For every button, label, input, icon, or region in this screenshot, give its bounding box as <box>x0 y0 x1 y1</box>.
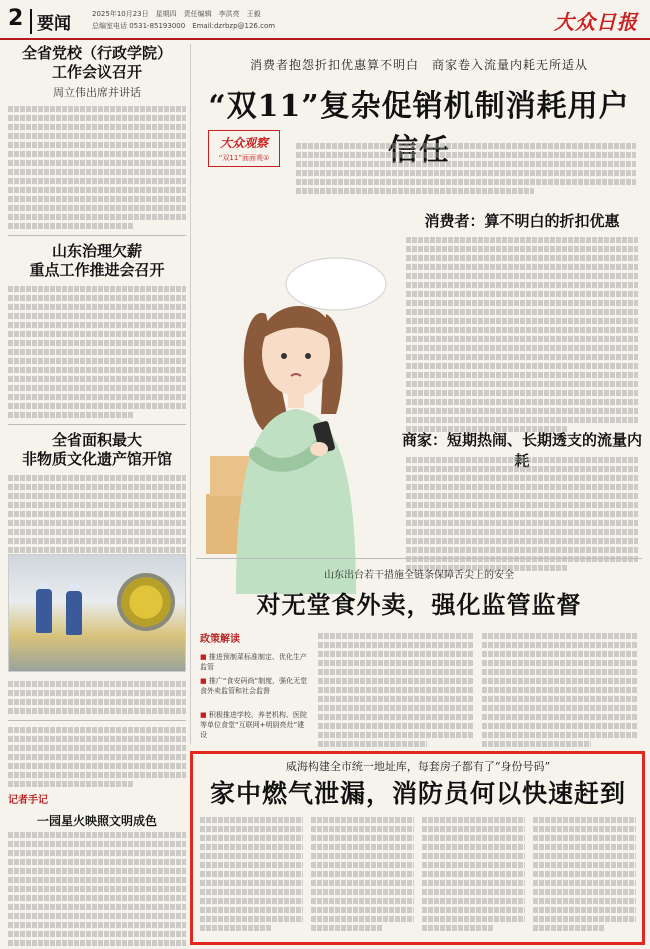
section1-subheading-consumers: 消费者：算不明白的折扣优惠 <box>424 212 620 230</box>
article-title: 全省面积最大 <box>51 431 142 449</box>
article-wage-arrears <box>8 242 186 418</box>
section3-body <box>200 814 636 934</box>
section1-body-a <box>406 234 638 435</box>
article-title: 非物质文化遗产馆开馆 <box>21 450 172 468</box>
column-tag-title: 大众观察 <box>219 136 268 150</box>
article-title: 全省党校（行政学院） <box>21 44 172 62</box>
policy-item: ■ 推进预制菜标准制定、优化生产监管 <box>200 652 310 672</box>
column-tag-subtitle: “双11”面面观① <box>218 154 270 162</box>
masthead <box>0 0 650 40</box>
article-body <box>8 475 186 562</box>
section1-kicker: 消费者抱怨折扣优惠算不明白 商家卷入流量内耗无所适从 <box>249 58 588 72</box>
date-line: 2025年10月23日 星期四 责任编辑 李洪亮 王毅 <box>92 10 261 18</box>
column-tag <box>208 130 280 167</box>
policy-header: 政策解读 <box>200 634 240 645</box>
right-column <box>196 44 643 470</box>
section3-kicker: 威海构建全市统一地址库，每套房子都有了“身份号码” <box>285 760 551 773</box>
article-title: 山东治理欠薪 <box>51 242 142 260</box>
article-party-school <box>8 44 186 229</box>
contact-line: 总编室电话 0531-85193000 Email:dzrbzp@126.com <box>92 22 276 30</box>
news-photo-workers <box>8 554 186 672</box>
section1-subheading-merchants: 商家：短期热闹、长期透支的流量内耗 <box>402 431 643 470</box>
article-title: 重点工作推进会召开 <box>29 261 165 279</box>
section3-headline: 家中燃气泄漏，消防员何以快速赶到 <box>209 779 626 808</box>
section2-body <box>318 630 638 750</box>
page-number: 2 <box>8 6 24 31</box>
section1-body-b <box>406 454 638 574</box>
newspaper-logo: 大众日报 <box>554 10 638 34</box>
article-subtitle: 周立伟出席并讲话 <box>53 86 141 99</box>
notes-title: 一园星火映照文明成色 <box>36 814 157 828</box>
article-body <box>8 106 186 229</box>
notes-header: 记者手记 <box>8 795 48 806</box>
section1-headline: “双11”复杂促销机制消耗用户信任 <box>208 89 630 168</box>
article-title: 工作会议召开 <box>51 63 142 81</box>
section-name: 要闻 <box>30 9 71 34</box>
photo-caption-and-body <box>8 678 186 949</box>
policy-item: ■ 推广“食安码尚”制度，强化无堂食外卖监管和社会监督 <box>200 676 310 696</box>
section2-kicker: 山东出台若干措施全链条保障舌尖上的安全 <box>324 570 514 581</box>
policy-item: ■ 积极推进学校、养老机构、医院等单位食堂“互联网+明厨亮灶”建设 <box>200 710 310 740</box>
section2-headline: 对无堂食外卖，强化监管监督 <box>256 590 582 619</box>
article-heritage-museum <box>8 431 186 562</box>
article-body <box>8 286 186 418</box>
illustration-woman-phone <box>196 244 396 594</box>
section1-intro <box>296 140 636 197</box>
left-column <box>8 44 186 944</box>
